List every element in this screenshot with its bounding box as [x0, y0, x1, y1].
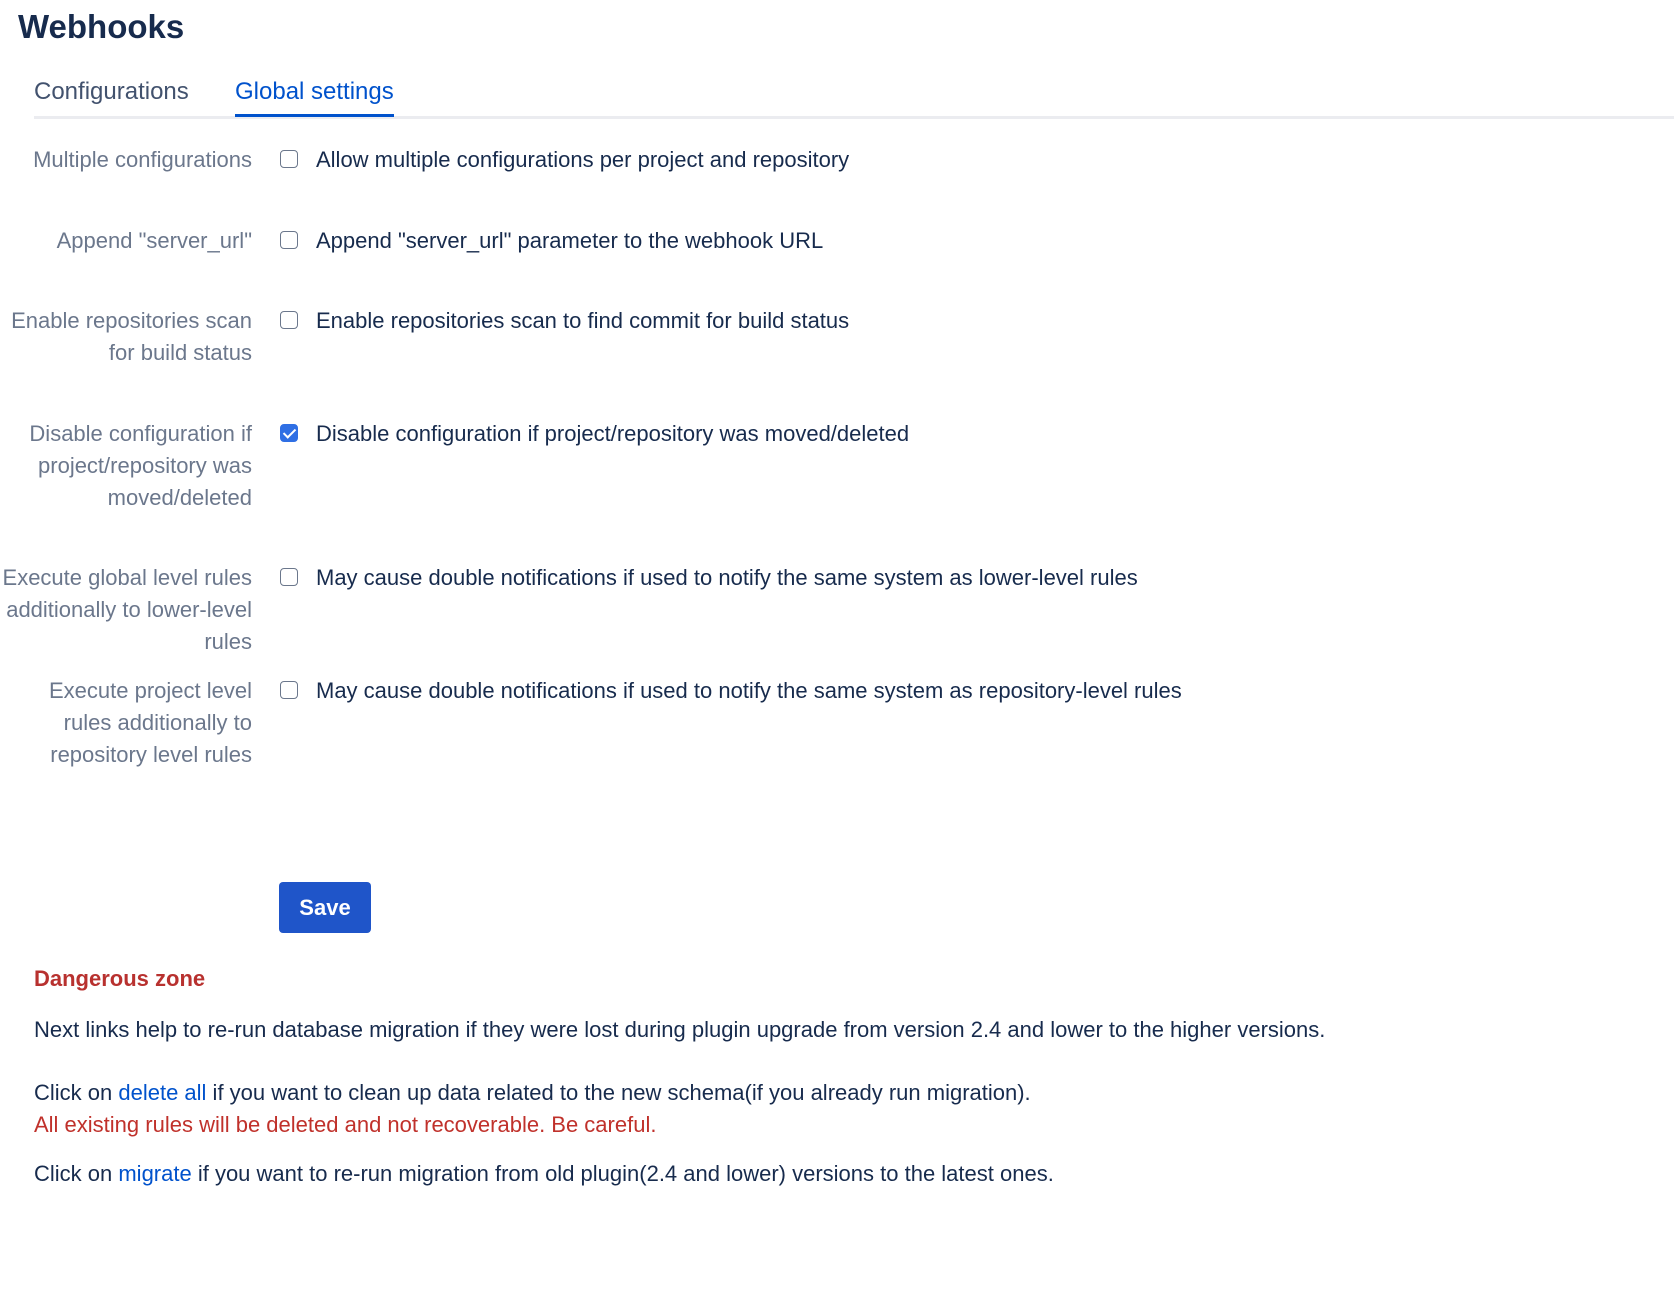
setting-description: May cause double notifications if used to notify the same system as lower-level rules — [316, 565, 1138, 590]
setting-execute-global-rules — [0, 562, 1138, 658]
tab-global-settings[interactable]: Global settings — [235, 78, 394, 117]
delete-prefix: Click on — [34, 1080, 119, 1105]
tab-configurations[interactable]: Configurations — [34, 78, 189, 105]
setting-label: Append "server_url" — [56, 228, 252, 253]
setting-description: Disable configuration if project/repository was moved/deleted — [316, 421, 910, 446]
save-button[interactable]: Save — [279, 882, 371, 933]
multiple-configurations-checkbox[interactable] — [280, 150, 298, 168]
execute-global-rules-checkbox[interactable] — [280, 568, 298, 586]
tab-bar — [34, 78, 1674, 119]
setting-description: May cause double notifications if used to notify the same system as repository-level rules — [316, 678, 1182, 703]
dangerous-zone-heading: Dangerous zone — [34, 966, 206, 991]
setting-execute-project-rules — [0, 675, 1182, 771]
setting-label: Execute project level rules additionally to repository level rules — [49, 678, 252, 767]
setting-description: Enable repositories scan to find commit for build status — [316, 308, 850, 333]
setting-label: Multiple configurations — [33, 147, 252, 172]
setting-append-server-url — [0, 225, 823, 257]
delete-all-link[interactable]: delete all — [118, 1080, 207, 1105]
migrate-paragraph — [34, 1158, 1054, 1190]
repositories-scan-checkbox[interactable] — [280, 311, 298, 329]
append-server-url-checkbox[interactable] — [280, 231, 298, 249]
setting-multiple-configurations — [0, 144, 849, 176]
migrate-suffix: if you want to re-run migration from old plugin(2.4 and lower) versions to the latest ones. — [191, 1161, 1054, 1186]
delete-suffix: if you want to clean up data related to the new schema(if you already run migration). — [206, 1080, 1031, 1105]
setting-label: Enable repositories scan for build status — [11, 308, 252, 365]
setting-repositories-scan — [0, 305, 849, 369]
setting-description: Append "server_url" parameter to the webhook URL — [316, 228, 824, 253]
page-title: Webhooks — [18, 8, 185, 45]
setting-label: Disable configuration if project/repository was moved/deleted — [29, 421, 252, 510]
disable-configuration-checkbox[interactable] — [280, 424, 298, 442]
execute-project-rules-checkbox[interactable] — [280, 681, 298, 699]
delete-warning: All existing rules will be deleted and not recoverable. Be careful. — [34, 1112, 657, 1137]
migrate-prefix: Click on — [34, 1161, 119, 1186]
dangerous-zone-intro: Next links help to re-run database migration if they were lost during plugin upgrade from version 2.4 and lower to the higher versions. — [34, 1017, 1326, 1042]
migrate-link[interactable]: migrate — [118, 1161, 192, 1186]
setting-label: Execute global level rules additionally to lower-level rules — [2, 565, 252, 654]
setting-description: Allow multiple configurations per project and repository — [316, 147, 850, 172]
setting-disable-configuration — [0, 418, 909, 514]
delete-all-paragraph — [34, 1077, 1031, 1109]
